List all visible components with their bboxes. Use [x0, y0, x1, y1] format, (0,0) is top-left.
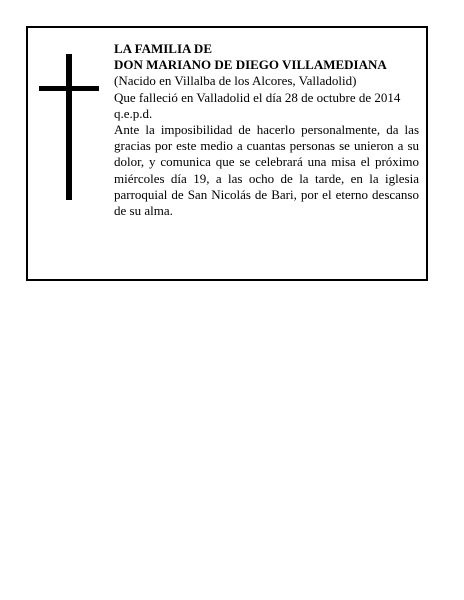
birth-note: (Nacido en Villalba de los Alcores, Valladolid)	[114, 73, 357, 89]
obituary-notice	[26, 26, 428, 281]
qepd: q.e.p.d.	[114, 105, 153, 121]
cross-horizontal-bar	[39, 86, 99, 91]
cross-icon	[39, 54, 99, 200]
cross-vertical-bar	[66, 54, 72, 200]
death-line: Que falleció en Valladolid el día 28 de octubre de 2014	[114, 89, 401, 105]
notice-text	[114, 41, 419, 219]
deceased-name: DON MARIANO DE DIEGO VILLAMEDIANA	[114, 57, 387, 73]
message-paragraph: Ante la imposibilidad de hacerlo personalmente, da las gracias por este medio a cuantas personas se unieron a su dolor, y comunica que se celebrará una misa el próximo miércoles día 19, a las ocho de la tarde, en la iglesia parroquial de San Nicolás de Bari, por el eterno descanso de su alma.	[114, 122, 419, 219]
family-header: LA FAMILIA DE	[114, 41, 212, 56]
